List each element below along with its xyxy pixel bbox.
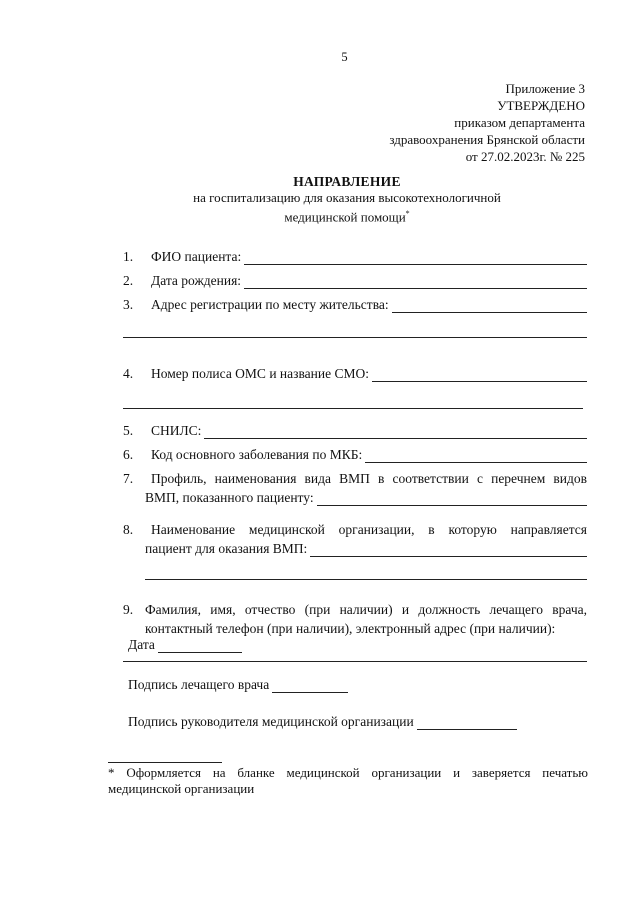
field-doctor-cont [123, 618, 587, 637]
doctor-signature-line[interactable] [272, 680, 348, 693]
medical-org-line-2[interactable] [145, 557, 587, 580]
spacer [123, 506, 587, 514]
item-number: 8. [123, 521, 134, 537]
approval-line: от 27.02.2023г. № 225 [465, 149, 585, 164]
date-label: Дата [128, 637, 155, 652]
item-label: Номер полиса ОМС и название СМО: [151, 365, 369, 381]
item-number: 1. [123, 248, 134, 264]
item-label: ВМП, показанного пациенту: [145, 489, 314, 505]
footnote-text: * Оформляется на бланке медицинской организации и заверяется печатью [108, 765, 588, 780]
doctor-signature-row [128, 677, 348, 693]
address-line[interactable] [392, 300, 587, 313]
item-label: Фамилия, имя, отчество (при наличии) и должность лечащего врача, [145, 601, 587, 617]
field-oms-policy [123, 358, 587, 382]
spacer [123, 580, 587, 594]
field-birth-date [123, 265, 587, 289]
vmp-profile-line[interactable] [317, 493, 587, 506]
item-label: ФИО пациента: [151, 248, 242, 264]
item-number: 7. [123, 470, 134, 486]
field-medical-org [123, 514, 587, 538]
item-label: Наименование медицинской организации, в которую направляется [151, 521, 587, 537]
snils-line[interactable] [204, 426, 587, 439]
approval-line: приказом департамента [454, 115, 585, 130]
footnote-text-2: медицинской организации [108, 781, 255, 796]
item-number: 4. [123, 365, 134, 381]
approval-line: Приложение 3 [505, 81, 585, 96]
document-subtitle: на госпитализацию для оказания высокотехнологичной [193, 190, 501, 206]
medical-org-line[interactable] [310, 544, 587, 557]
approval-line: УТВЕРЖДЕНО [497, 98, 585, 113]
item-number: 9. [123, 601, 134, 617]
footnote-mark: * [405, 209, 410, 219]
item-label: Дата рождения: [151, 272, 242, 288]
field-address [123, 289, 587, 313]
oms-policy-line-2[interactable] [123, 382, 583, 409]
item-label: Профиль, наименования вида ВМП в соответствии с перечнем видов [151, 470, 587, 486]
document-subtitle-2 [60, 206, 634, 225]
icd-code-line[interactable] [365, 450, 587, 463]
subtitle-text: медицинской помощи [284, 209, 406, 225]
item-number: 3. [123, 296, 134, 312]
field-icd-code [123, 439, 587, 463]
item-number: 6. [123, 446, 134, 462]
field-medical-org-cont [123, 538, 587, 557]
birth-date-line[interactable] [244, 276, 587, 289]
approval-line: здравоохранения Брянской области [389, 132, 585, 147]
approval-stamp [389, 80, 585, 165]
doctor-signature-label: Подпись лечащего врача [128, 677, 270, 692]
address-line-2[interactable] [123, 313, 587, 338]
form-fields [123, 241, 587, 662]
footnote [108, 765, 588, 797]
item-label: Код основного заболевания по МКБ: [151, 446, 363, 462]
field-full-name [123, 241, 587, 265]
document-title: НАПРАВЛЕНИЕ [293, 174, 401, 189]
title-block [60, 174, 634, 226]
item-label: контактный телефон (при наличии), электронный адрес (при наличии): [145, 620, 556, 636]
date-row [128, 637, 242, 653]
footnote-divider [108, 762, 222, 763]
head-signature-label: Подпись руководителя медицинской организации [128, 714, 414, 729]
page-number: 5 [341, 50, 348, 64]
head-signature-row [128, 714, 517, 730]
item-number: 2. [123, 272, 134, 288]
field-vmp-profile-cont [123, 487, 587, 506]
full-name-line[interactable] [244, 252, 587, 265]
date-line[interactable] [158, 640, 242, 653]
item-label: СНИЛС: [151, 422, 202, 438]
item-label: Адрес регистрации по месту жительства: [151, 296, 389, 312]
item-number: 5. [123, 422, 134, 438]
head-signature-line[interactable] [417, 717, 517, 730]
item-label: пациент для оказания ВМП: [145, 540, 308, 556]
field-snils [123, 415, 587, 439]
field-vmp-profile [123, 463, 587, 487]
oms-policy-line[interactable] [372, 369, 587, 382]
field-doctor [123, 594, 587, 618]
